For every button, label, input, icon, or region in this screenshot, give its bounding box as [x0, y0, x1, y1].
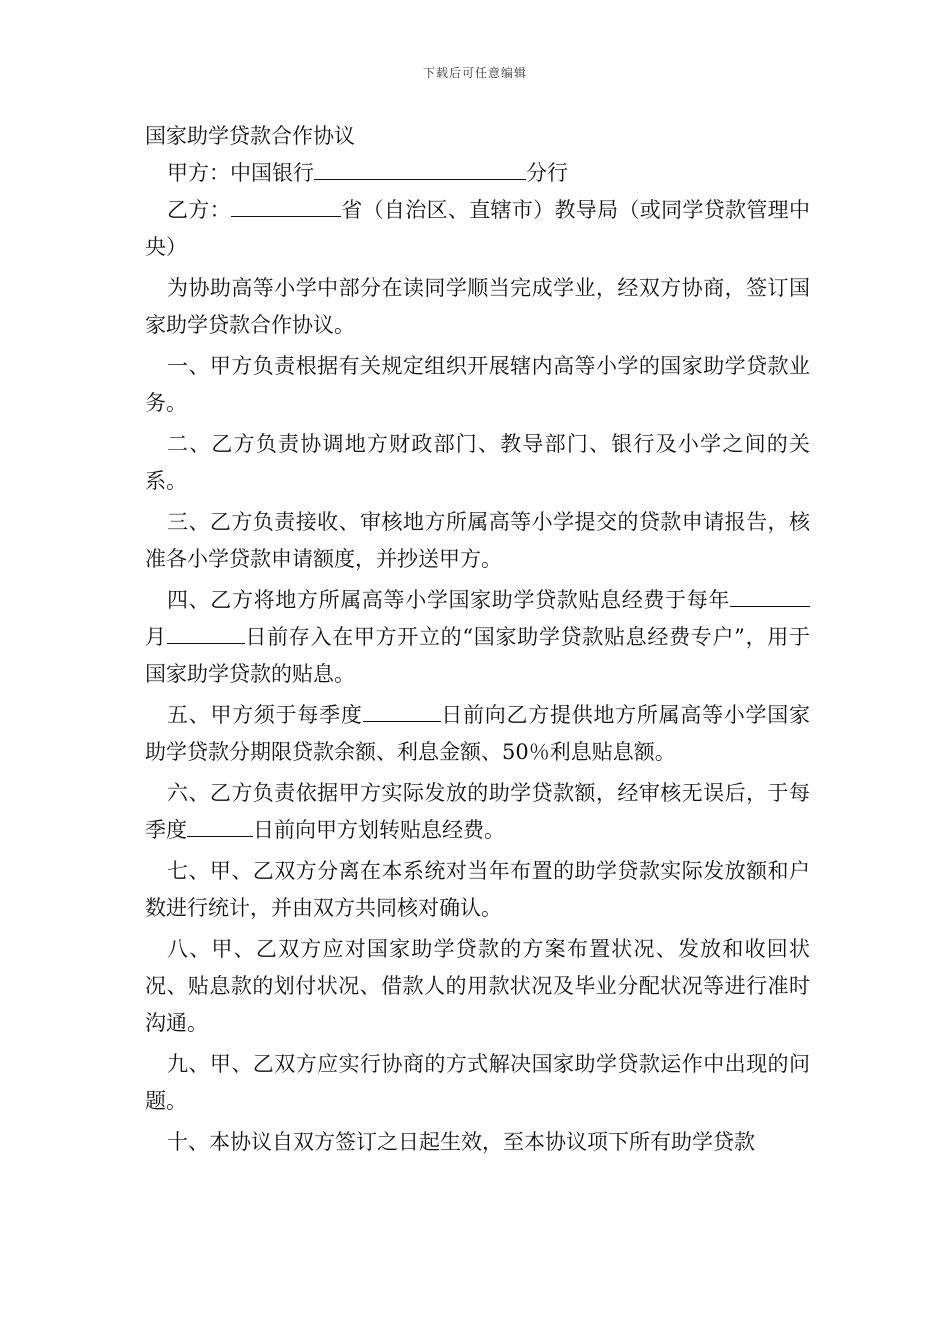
- party-a-prefix: 甲方：中国银行: [167, 161, 314, 185]
- party-b-prefix: 乙方：: [167, 198, 231, 222]
- intro-paragraph: 为协助高等小学中部分在读同学顺当完成学业，经双方协商，签订国家助学贷款合作协议。: [145, 276, 810, 337]
- clause-4: [145, 582, 810, 693]
- clause-4-part1: 四、乙方将地方所属高等小学国家助学贷款贴息经费于每年: [167, 588, 730, 612]
- clause-3: 三、乙方负责接收、审核地方所属高等小学提交的贷款申请报告，核准各小学贷款申请额度，并抄送甲方。: [145, 510, 810, 571]
- clause-6-part1: 六、乙方负责依据甲方实际发放的助学贷款额，经审核无误后，于每季度: [145, 781, 810, 842]
- clause-4-day-blank[interactable]: [167, 621, 245, 644]
- page-header-note: 下载后可任意编辑: [422, 66, 527, 80]
- clause-5-part2: 日前向乙方提供地方所属高等小学国家助学贷款分期限贷款余额、利息金额、50％利息贴息额。: [145, 703, 810, 764]
- clause-5: [145, 697, 810, 771]
- clause-5-day-blank[interactable]: [363, 699, 441, 722]
- party-b-line: [145, 192, 810, 266]
- clause-2: 二、乙方负责协调地方财政部门、教导部门、银行及小学之间的关系。: [145, 432, 810, 493]
- party-a-branch-blank[interactable]: [314, 157, 526, 180]
- clause-5-part1: 五、甲方须于每季度: [167, 703, 363, 727]
- clause-4-part3: 日前存入在甲方开立的“国家助学贷款贴息经费专户”，用于国家助学贷款的贴息。: [145, 625, 810, 686]
- clause-1: 一、甲方负责根据有关规定组织开展辖内高等小学的国家助学贷款业务。: [145, 354, 810, 415]
- clause-4-month-blank[interactable]: [730, 584, 810, 607]
- clause-4-part2: 月: [145, 625, 167, 649]
- party-a-line: [167, 155, 810, 192]
- clause-6-day-blank[interactable]: [187, 814, 253, 837]
- clause-6-part2: 日前向甲方划转贴息经费。: [253, 818, 505, 842]
- clause-8: 八、甲、乙双方应对国家助学贷款的方案布置状况、发放和收回状况、贴息款的划付状况、借款人的用款状况及毕业分配状况等进行准时沟通。: [145, 937, 810, 1035]
- clause-6: [145, 775, 810, 849]
- clause-7: 七、甲、乙双方分离在本系统对当年布置的助学贷款实际发放额和户数进行统计，并由双方共同核对确认。: [145, 859, 810, 920]
- party-a-suffix: 分行: [526, 161, 568, 185]
- document-body: [145, 118, 810, 1165]
- party-b-province-blank[interactable]: [231, 194, 341, 217]
- party-b-suffix: 省（自治区、直辖市）教导局（或同学贷款管理中央）: [145, 198, 811, 259]
- clause-10: 十、本协议自双方签订之日起生效，至本协议项下所有助学贷款: [167, 1130, 755, 1154]
- clause-9: 九、甲、乙双方应实行协商的方式解决国家助学贷款运作中出现的问题。: [145, 1052, 810, 1113]
- document-title: 国家助学贷款合作协议: [145, 124, 355, 148]
